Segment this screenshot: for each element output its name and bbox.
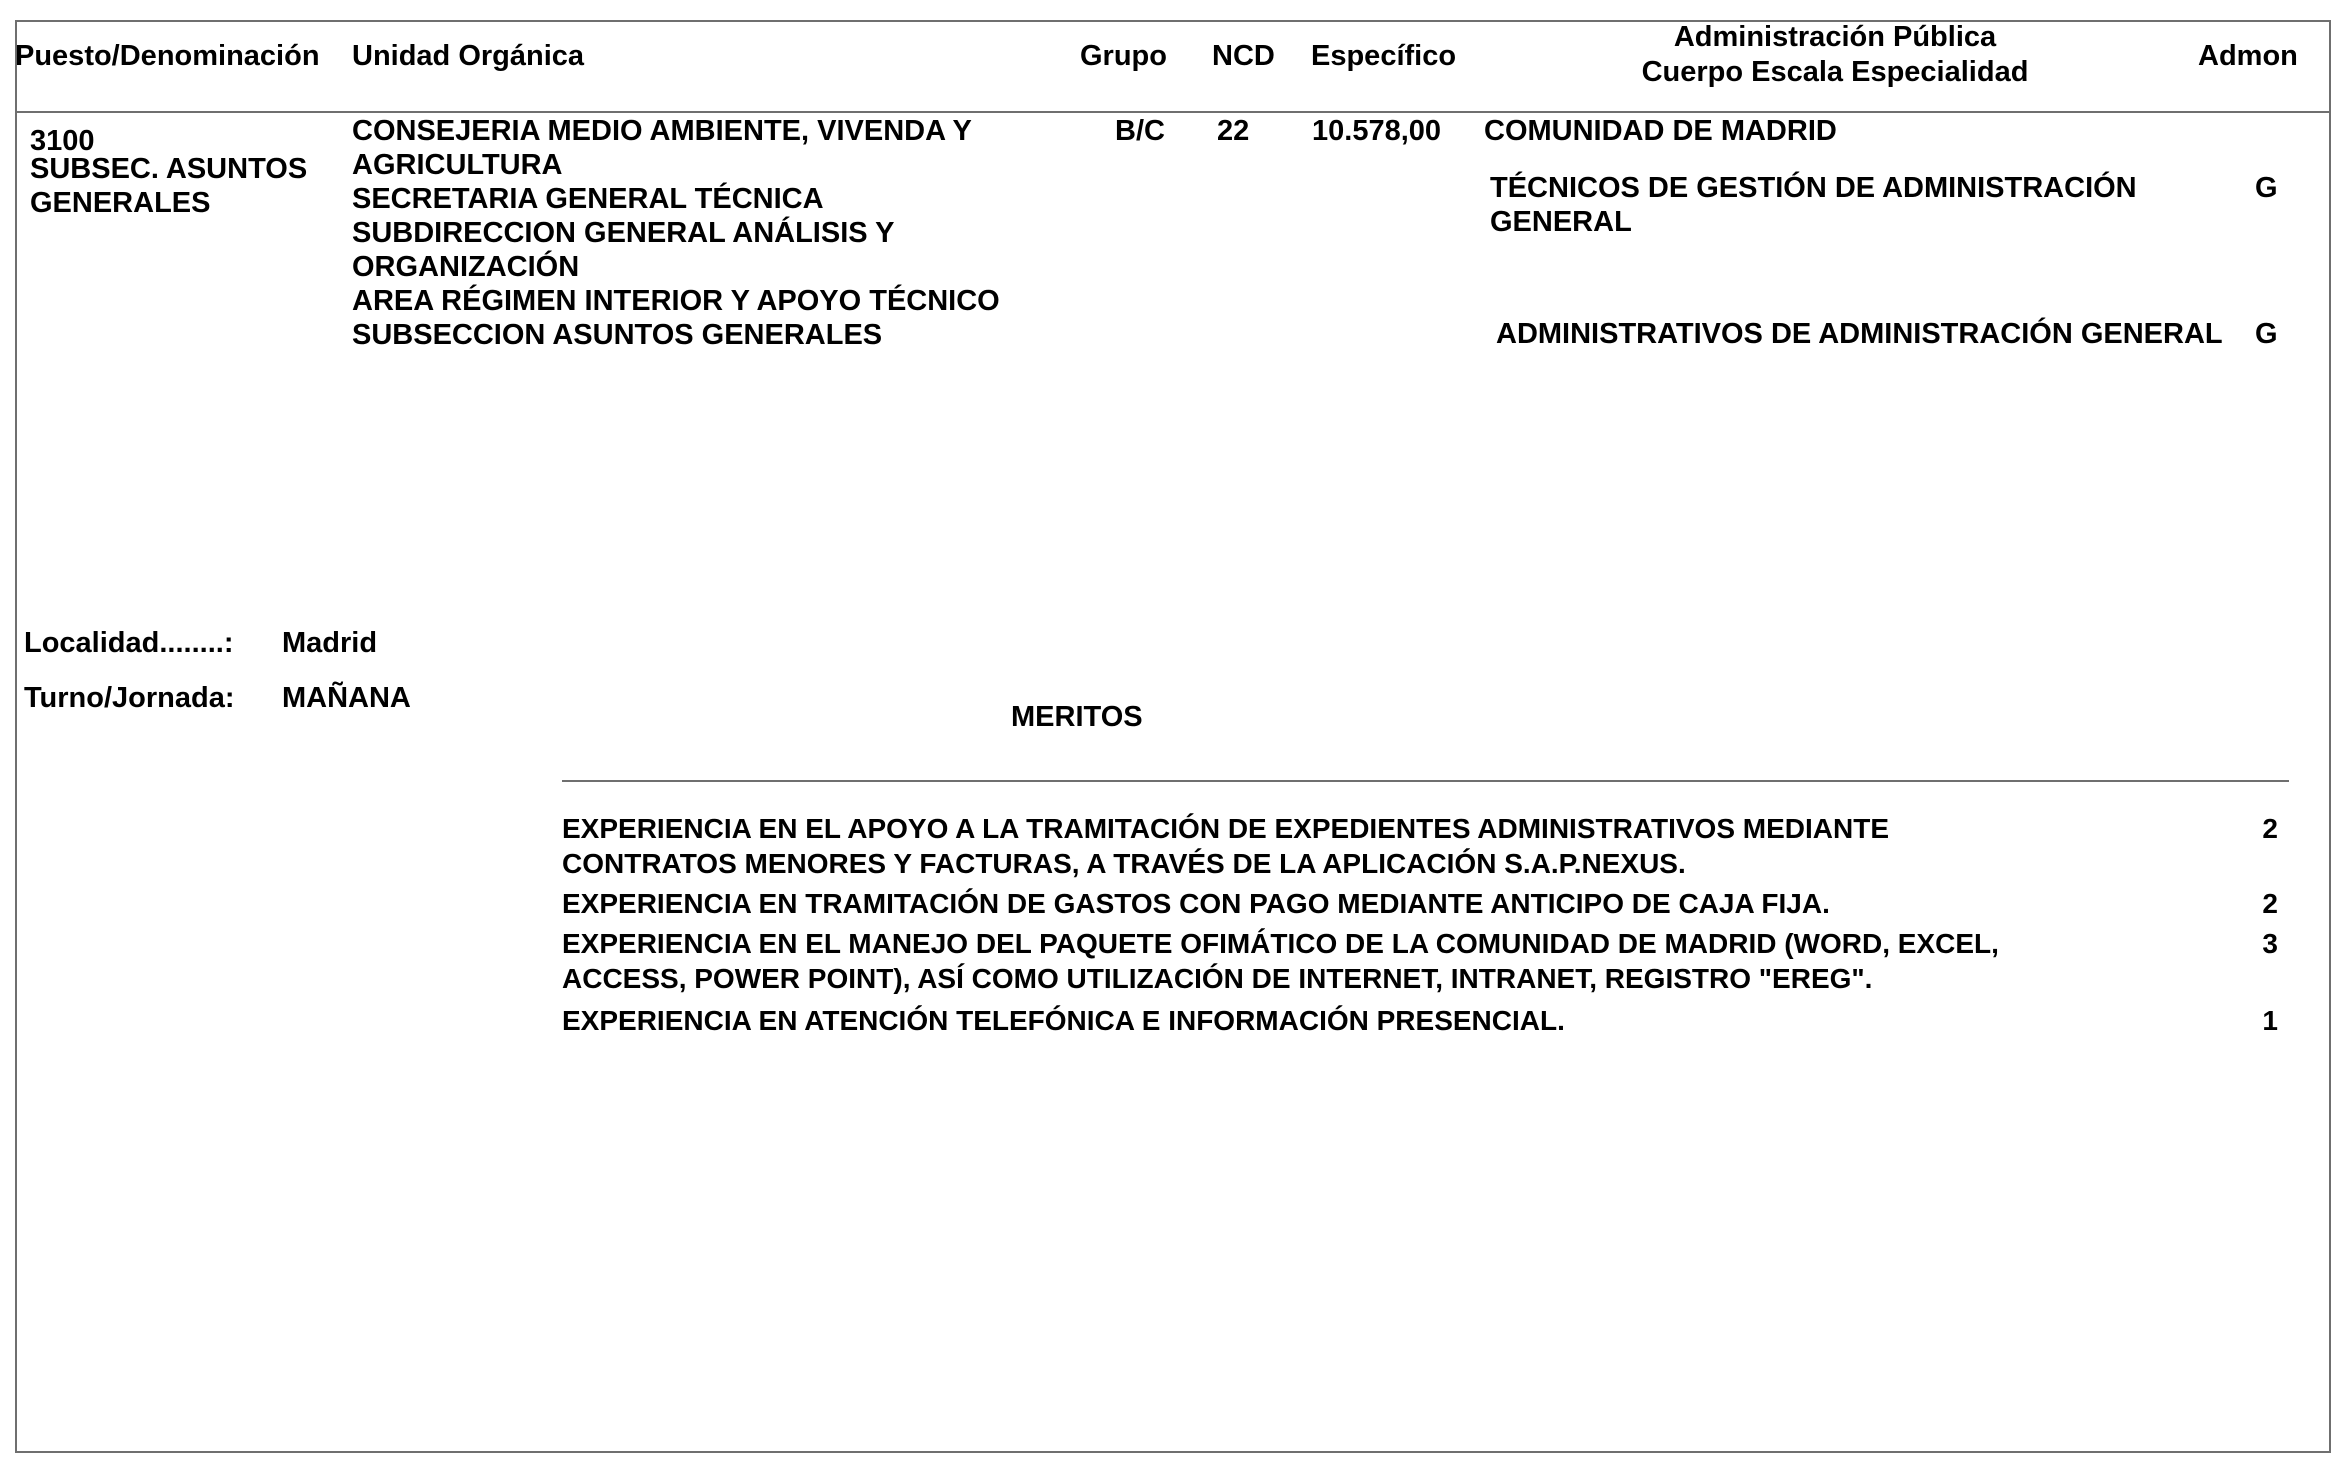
- unidad-organica-line: AGRICULTURA: [352, 149, 563, 181]
- record-denominacion-line: SUBSEC. ASUNTOS: [30, 153, 308, 185]
- merito-score: 1: [2262, 1005, 2278, 1036]
- merito-line: CONTRATOS MENORES Y FACTURAS, A TRAVÉS DE LA APLICACIÓN S.A.P.NEXUS.: [562, 848, 1686, 879]
- merito-line: EXPERIENCIA EN EL MANEJO DEL PAQUETE OFIMÁTICO DE LA COMUNIDAD DE MADRID (WORD, EXCEL,: [562, 928, 1999, 959]
- merito-score: 3: [2262, 928, 2278, 959]
- turno-value: MAÑANA: [282, 682, 411, 714]
- cuerpo-admon: G: [2255, 172, 2278, 204]
- cuerpo-line: GENERAL: [1490, 206, 1632, 238]
- header-puesto: Puesto/Denominación: [15, 40, 320, 72]
- unidad-organica-line: CONSEJERIA MEDIO AMBIENTE, VIVENDA Y: [352, 115, 972, 147]
- header-grupo: Grupo: [1080, 40, 1167, 72]
- merito-score: 2: [2262, 813, 2278, 844]
- unidad-organica-line: SUBSECCION ASUNTOS GENERALES: [352, 319, 883, 351]
- header-especifico: Específico: [1311, 40, 1457, 72]
- header-admin-publica-line1: Administración Pública: [1673, 21, 1997, 53]
- record-grupo: B/C: [1115, 115, 1165, 147]
- header-admon: Admon: [2198, 40, 2298, 72]
- cuerpo-line: ADMINISTRATIVOS DE ADMINISTRACIÓN GENERAL: [1496, 318, 2223, 350]
- meritos-title: MERITOS: [1011, 701, 1143, 733]
- header-admin-publica-line2: Cuerpo Escala Especialidad: [1641, 56, 2029, 88]
- localidad-value: Madrid: [282, 627, 378, 659]
- merito-line: EXPERIENCIA EN TRAMITACIÓN DE GASTOS CON PAGO MEDIANTE ANTICIPO DE CAJA FIJA.: [562, 888, 1830, 919]
- unidad-organica-line: SECRETARIA GENERAL TÉCNICA: [352, 183, 824, 215]
- record-especifico: 10.578,00: [1312, 115, 1442, 147]
- meritos-divider: [562, 780, 2289, 782]
- header-divider: [15, 111, 2331, 113]
- cuerpo-admon: G: [2255, 318, 2278, 350]
- record-denominacion-line: GENERALES: [30, 187, 211, 219]
- header-ncd: NCD: [1212, 40, 1275, 72]
- merito-line: EXPERIENCIA EN EL APOYO A LA TRAMITACIÓN DE EXPEDIENTES ADMINISTRATIVOS MEDIANTE: [562, 813, 1889, 844]
- unidad-organica-line: AREA RÉGIMEN INTERIOR Y APOYO TÉCNICO: [352, 285, 1000, 317]
- turno-label: Turno/Jornada:: [24, 682, 235, 714]
- unidad-organica-line: SUBDIRECCION GENERAL ANÁLISIS Y: [352, 217, 895, 249]
- unidad-organica-line: ORGANIZACIÓN: [352, 251, 580, 283]
- header-unidad: Unidad Orgánica: [352, 40, 585, 72]
- cuerpo-line: TÉCNICOS DE GESTIÓN DE ADMINISTRACIÓN: [1490, 172, 2137, 204]
- localidad-label: Localidad........:: [24, 627, 234, 659]
- record-administracion: COMUNIDAD DE MADRID: [1484, 115, 1837, 147]
- record-ncd: 22: [1217, 115, 1250, 147]
- merito-score: 2: [2262, 888, 2278, 919]
- merito-line: ACCESS, POWER POINT), ASÍ COMO UTILIZACIÓN DE INTERNET, INTRANET, REGISTRO "EREG".: [562, 963, 1873, 994]
- merito-line: EXPERIENCIA EN ATENCIÓN TELEFÓNICA E INFORMACIÓN PRESENCIAL.: [562, 1005, 1565, 1036]
- record-code: 3100: [30, 125, 95, 157]
